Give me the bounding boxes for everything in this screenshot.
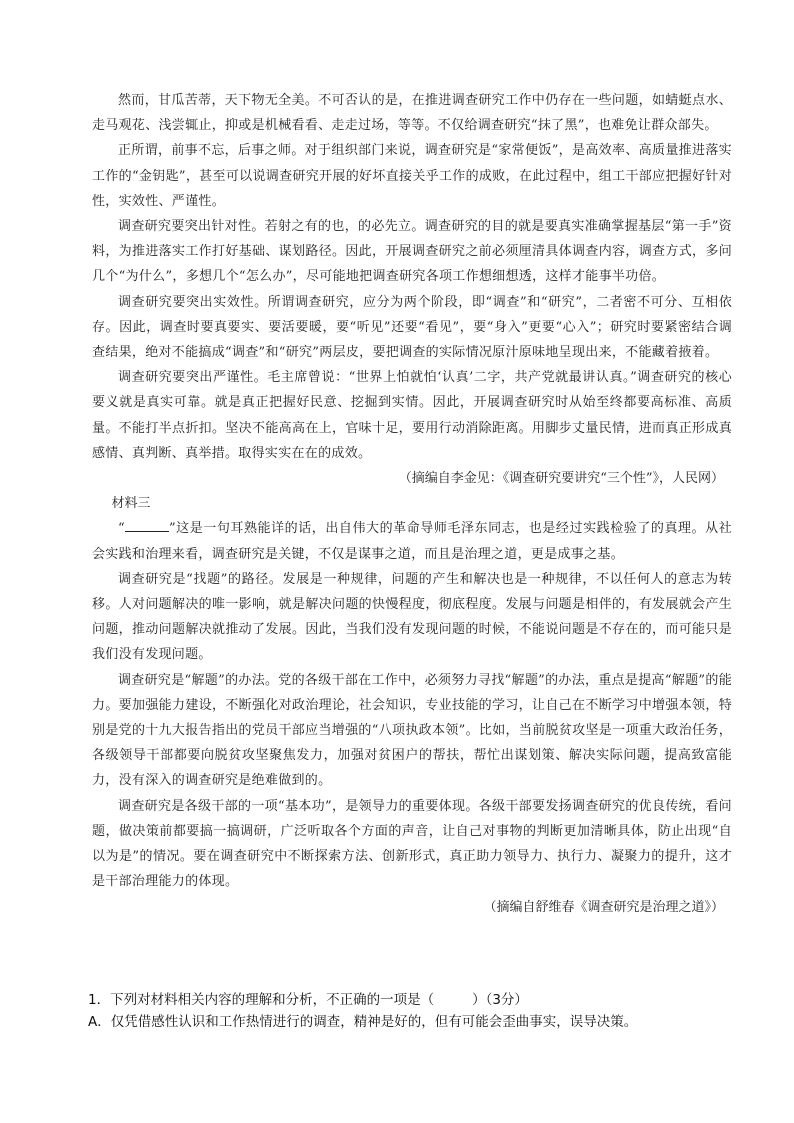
question-block <box>88 989 738 1033</box>
paragraph: 调查研究是“解题”的办法。党的各级干部在工作中，必须努力寻找“解题”的办法，重点是提高“解题”的能力。要加强能力建设，不断强化对政治理论，社会知识，专业技能的学习，让自己在不断学习中增强本领，特别是党的十九大报告指出的党员干部应当增强的“八项执政本领”。比如，当前脱贫攻坚是一项重大政治任务，各级领导干部都要向脱贫攻坚聚焦发力，加强对贫困户的帮扶，帮忙出谋划策、解决实际问题，提高致富能力，没有深入的调查研究是绝难做到的。 <box>92 672 732 789</box>
quote-rest: ”这是一句耳熟能详的话，出自伟大的革命导师毛泽东同志，也是经过实践检验了的真理。从社会实践和治理来看，调查研究是关键，不仅是谋事之道，而且是治理之道，更是成事之基。 <box>92 521 732 562</box>
option-a: A．仅凭借感性认识和工作热情进行的调查，精神是好的，但有可能会歪曲事实，误导决策。 <box>88 1014 638 1030</box>
question-stem-text: 1．下列对材料相关内容的理解和分析，不正确的一项是（ <box>88 992 435 1008</box>
source-citation: （摘编自舒维春《调查研究是治理之道》） <box>483 899 724 915</box>
paragraph: 调查研究是各级干部的一项“基本功”，是领导力的重要体现。各级干部要发扬调查研究的优良传统，看问题，做决策前都要搞一搞调研，广泛听取各个方面的声音，让自己对事物的判断更加清晰具体，防止出现“自以为是”的情况。要在调查研究中不断探索方法、创新形式，真正助力领导力、执行力、凝聚力的提升，这才是干部治理能力的体现。 <box>92 798 732 890</box>
paragraph: 然而，甘瓜苦蒂，天下物无全美。不可否认的是，在推进调查研究工作中仍存在一些问题，如蜻蜓点水、走马观花、浅尝辄止，抑或是机械看看、走走过场，等等。不仅给调查研究“抹了黑”，也难免让群众部失。 <box>92 93 732 134</box>
paragraph: 正所谓，前事不忘，后事之师。对于组织部门来说，调查研究是“家常便饭”，是高效率、高质量推进落实工作的“金钥匙”，甚至可以说调查研究开展的好坏直接关乎工作的成败，在此过程中，组工干部应把握好针对性，实效性、严谨性。 <box>92 143 732 209</box>
paragraph: 调查研究是“找题”的路径。发展是一种规律，问题的产生和解决也是一种规律，不以任何人的意志为转移。人对问题解决的唯一影响，就是解决问题的快慢程度，彻底程度。发展与问题是相伴的，有发展就会产生问题，推动问题解决就推动了发展。因此，当我们没有发现问题的时候，不能说问题是不存在的，而可能只是我们没有发现问题。 <box>92 571 732 663</box>
article-body <box>92 88 732 920</box>
paragraph: 调查研究要突出实效性。所谓调查研究，应分为两个阶段，即“调查”和“研究”，二者密不可分、互相依存。因此，调查时要真要实、要活要暖，要“听见”还要“看见”，要“身入”更要“心入”；研究时要紧密结合调查结果，绝对不能搞成“调查”和“研究”两层皮，要把调查的实际情况原汁原味地呈现出来，不能藏着掖着。 <box>92 294 732 361</box>
quote-paragraph <box>92 516 732 566</box>
paragraph: 调查研究要突出针对性。若射之有的也，的必先立。调查研究的目的就是要真实准确掌握基层“第一手”资料，为推进落实工作打好基础、谋划路径。因此，开展调查研究之前必须厘清具体调查内容，调查方式，多问几个“为什么”，多想几个“怎么办”，尽可能地把调查研究各项工作想细想透，这样才能事半功倍。 <box>92 219 732 285</box>
question-stem-end: ）（3分） <box>472 992 528 1008</box>
quote-open: “ <box>118 521 125 537</box>
material-heading: 材料三 <box>111 496 151 512</box>
source-citation: （摘编自李金见：《调查研究要讲究“三个性”》，人民网） <box>398 471 724 487</box>
question-stem <box>88 989 738 1011</box>
fill-in-blank <box>125 518 169 532</box>
paragraph: 调查研究要突出严谨性。毛主席曾说：“世界上怕就怕‘认真’二字，共产党就最讲认真。”调查研究的核心要义就是真实可靠。就是真正把握好民意、挖掘到实情。因此，开展调查研究时从始至终都要高标准、高质量。不能打半点折扣。坚决不能高高在上，官味十足，要用行动消除距离。用脚步丈量民情，进而真正形成真感情、真判断、真举措。取得实实在在的成效。 <box>92 370 732 461</box>
